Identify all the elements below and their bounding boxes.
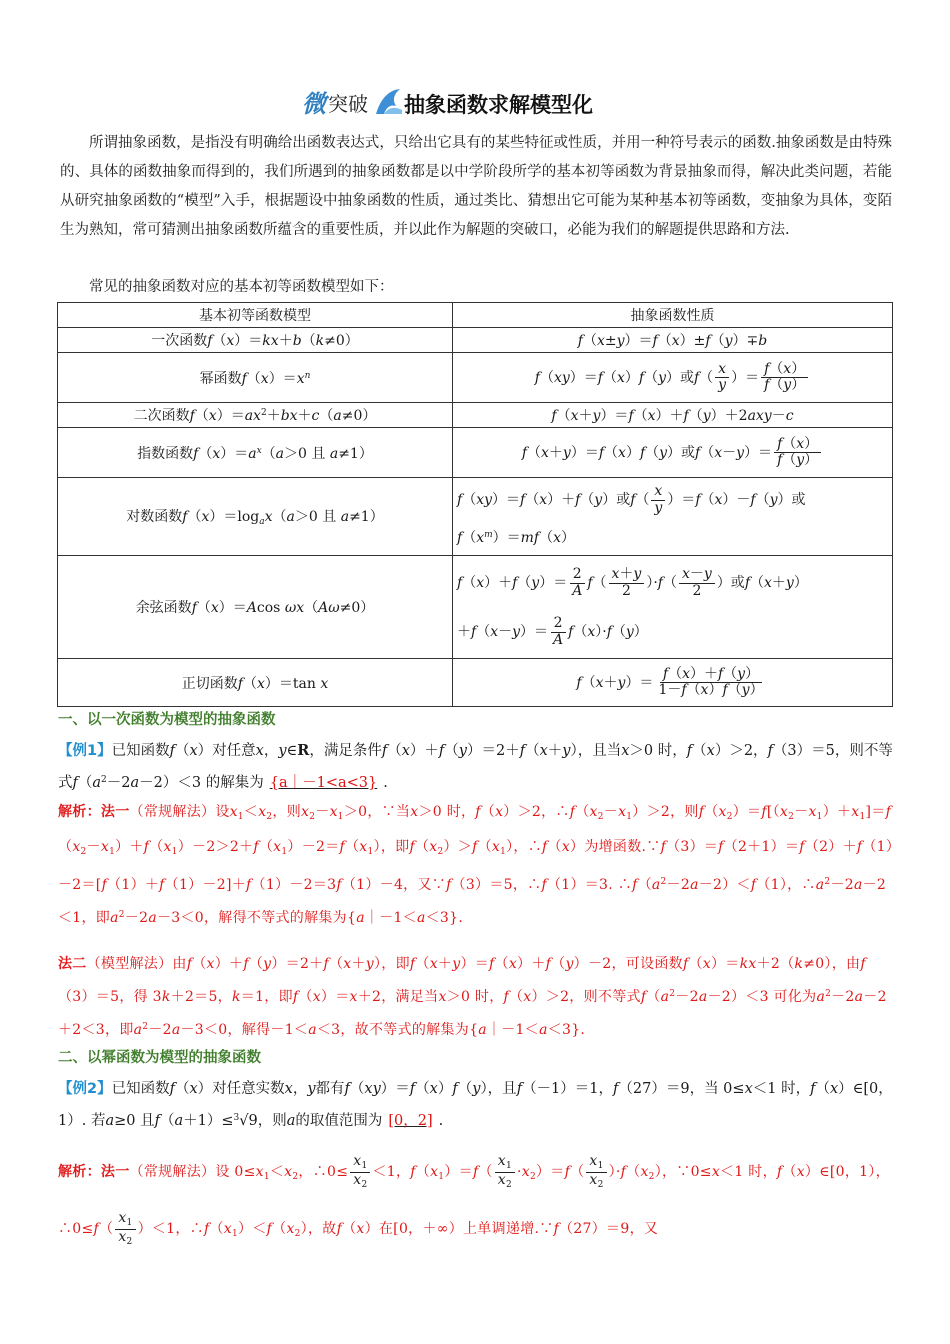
example-tag: 【例2】 <box>58 1081 112 1097</box>
table-row <box>58 353 893 403</box>
table-header-row <box>58 303 893 328</box>
header <box>302 76 593 116</box>
table-row <box>58 478 893 556</box>
property-cell: f（x＋y）＝f（x）＋f（y）＋2axy－c <box>453 403 893 428</box>
page-title: 抽象函数求解模型化 <box>404 93 593 117</box>
section-heading-1: 一、以一次函数为模型的抽象函数 <box>58 712 276 728</box>
table-row <box>58 556 893 659</box>
table-row <box>58 328 893 353</box>
solution-2: 解析：法一（常规解法）设 $0\le x_1<x_2$，∴0≤ $\frac{x_1}{x_2}$ ＜1，$f(x_1)=f$（ $\frac{x_1}{x_2}$ $\cdot x_2)=f$（ $\frac{x_1}{x_2}$ ）$\cdot f(x_2)$，∵0≤x＜1 时，f（x）∈[0，1），∴0≤f（ $\frac{x_1}{x_2}$ ）＜1，$\therefore f(x_1)<f(x_2)$，故f（x）在[0，＋∞）上单调递增.∵f（27）＝9，又 <box>58 1152 890 1247</box>
table-intro-text: 常见的抽象函数对应的基本初等函数模型如下： <box>89 279 394 295</box>
table-row <box>58 428 893 478</box>
model-cell: 幂函数$f(x)=x^n$ <box>58 353 453 403</box>
example-2: 【例2】已知函数f（x）对任意实数x，y都有f（xy）＝f（x）f（y），且f（－1）＝1，f（27）＝9，当 0≤x＜1 时，f（x）∈[0，1）. 若a≥0 且f（a＋1）≤$^3$√9，则a的取值范围为 [0，2] . <box>58 1081 893 1129</box>
property-cell: f（x）＋f（y）＝ $\frac{2}{A}$ f（ $\frac{x+y}{2}$ ）·f（ $\frac{x-y}{2}$ ）或f（x＋y） ＋f（x－y）＝ $\frac{2}{A}$ f（x）·f（y） <box>453 556 893 659</box>
answer-blank: {a｜－1<a<3} <box>269 775 378 791</box>
solution-1-method-2: 法二（模型解法）由f（x）＋f（y）＝2＋f（x＋y），即f（x＋y）＝f（x）＋f（y）－2，可设函数f（x）＝kx＋2（k≠0），由f（3）＝5，得 3k＋2＝5，k＝1，即f（x）＝x＋2，满足当x＞0 时，f（x）＞2，则不等式$f(a^2-2a-2)<3$ 可化为$a^2-2a-2+2<3$，即$a^2-2a-3<0$，解得－1＜a＜3，故不等式的解集为{a｜－1＜a＜3}. <box>58 956 887 1038</box>
wave-logo-icon <box>374 86 404 116</box>
header-property: 抽象函数性质 <box>453 303 893 328</box>
property-cell: f（xy）＝f（x）f（y）或f（ $\frac{x}{y}$ ）＝ $\frac{f(x)}{f(y)}$ <box>453 353 893 403</box>
model-cell: 正切函数f（x）＝tan x <box>58 659 453 707</box>
example-1: 【例1】已知函数f（x）对任意x，y∈R，满足条件f（x）＋f（y）＝2＋f（x＋y），且当x＞0 时，f（x）＞2，f（3）＝5，则不等式$f(a^2-2a-2)<3$ 的解集为 {a｜－1<a<3} . <box>58 742 893 791</box>
model-cell: 余弦函数f（x）＝Acos ωx（Aω≠0） <box>58 556 453 659</box>
table-row <box>58 403 893 428</box>
example-tag: 【例1】 <box>58 743 112 759</box>
intro-text: 所谓抽象函数，是指没有明确给出函数表达式，只给出它具有的某些特征或性质，并用一种符号表示的函数.抽象函数是由特殊的、具体的函数抽象而得到的，我们所遇到的抽象函数都是以中学阶段所学的基本初等函数为背景抽象而得，解决此类问题，若能从研究抽象函数的“模型”入手，根据题设中抽象函数的性质，通过类比、猜想出它可能为某种基本初等函数，变抽象为具体，变陌生为熟知，常可猜测出抽象函数所蕴含的重要性质，并以此作为解题的突破口，必能为我们的解题提供思路和方法. <box>60 135 892 238</box>
intro-paragraph <box>60 129 892 245</box>
table-intro <box>60 273 892 302</box>
model-cell: 对数函数$f(x)=\log_ax(a>0$ 且 a≠1） <box>58 478 453 556</box>
model-cell: 指数函数$f(x)=a^x(a>0$ 且 a≠1） <box>58 428 453 478</box>
solution-1: 解析：法一（常规解法）设$x_1<x_2$，则$x_2-x_1>0$，∵当x＞0 时，f（x）＞2，$\therefore f(x_2-x_1)>2$，则$f(x_2)=f[(x_2-x_1)+x_1]=f(x_2-x_1)+f(x_1)-2>2+f(x_1)-2=f(x_1)$，即$f(x_2)>f(x_1)$，∴f（x）为增函数.∵f（3）＝f（2＋1）＝f（2）＋f（1）－2＝[f（1）＋f（1）－2]＋f（1）－2＝3f（1）－4，又∵f（3）＝5，∴f（1）＝3. $\therefore f(a^2-2a-2)<f(1)$，$\therefore a^2-2a-2<1$，即$a^2-2a-3<0$，解得不等式的解集为{a｜－1＜a＜3}. <box>58 804 894 926</box>
model-table <box>57 302 893 707</box>
model-cell: 二次函数$f(x)=ax^2+bx+c(a\ne 0)$ <box>58 403 453 428</box>
logo-wei: 微 <box>302 90 326 118</box>
table-row <box>58 659 893 707</box>
property-cell: f（x＋y）＝f（x）f（y）或f（x－y）＝ $\frac{f(x)}{f(y)}$ <box>453 428 893 478</box>
header-model: 基本初等函数模型 <box>58 303 453 328</box>
model-cell: 一次函数f（x）＝kx＋b（k≠0） <box>58 328 453 353</box>
answer-blank: [0，2] <box>388 1113 433 1129</box>
property-cell: f（x±y）＝f（x）±f（y）∓b <box>453 328 893 353</box>
property-cell: f（x＋y）＝ $\frac{f(x)+f(y)}{1-f(x)f(y)}$ <box>453 659 893 707</box>
section-heading-2: 二、以幂函数为模型的抽象函数 <box>58 1050 261 1066</box>
logo-tupo: 突破 <box>328 92 368 116</box>
property-cell: f（xy）＝f（x）＋f（y）或f（ $\frac{x}{y}$ ）＝f（x）－f（y）或 $f(x^m)=mf(x)$ <box>453 478 893 556</box>
